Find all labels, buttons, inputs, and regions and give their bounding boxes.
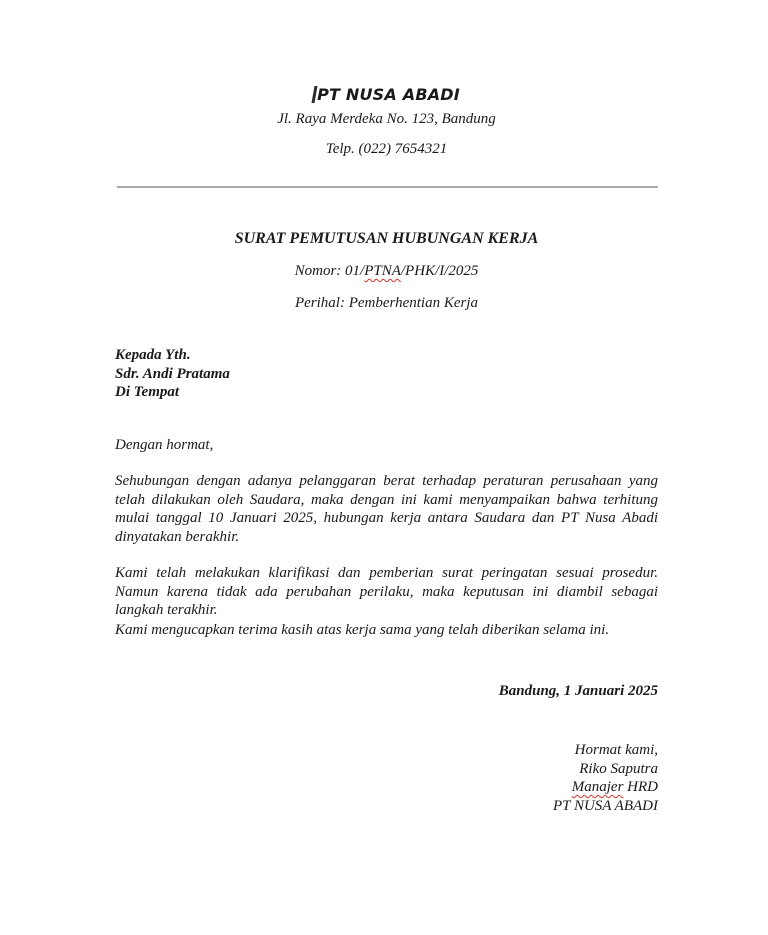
- signature-block[interactable]: [115, 741, 658, 815]
- recipient-block[interactable]: [115, 346, 658, 402]
- letter-number-line[interactable]: [115, 261, 658, 281]
- signature-name: Riko Saputra: [579, 760, 658, 777]
- signature-company: PT NUSA ABADI: [552, 797, 658, 814]
- signature-role: [115, 778, 658, 797]
- letter-number-suffix: /PHK/I/2025: [400, 263, 479, 279]
- letterhead-address[interactable]: Jl. Raya Merdeka No. 123, Bandung: [277, 111, 496, 127]
- letter-title[interactable]: SURAT PEMUTUSAN HUBUNGAN KERJA: [234, 230, 539, 247]
- body-paragraph-2[interactable]: Kami telah melakukan klarifikasi dan pemberian surat peringatan sesuai prosedur. Namun karena tidak ada perubahan perilaku, maka keputusan ini diambil sebagai langkah terakhir.: [115, 565, 658, 619]
- signature-salute: Hormat kami,: [574, 742, 658, 758]
- letter-number-spellcheck-word: PTNA: [364, 263, 401, 279]
- body-paragraph-1[interactable]: Sehubungan dengan adanya pelanggaran berat terhadap peraturan perusahaan yang telah dilakukan oleh Saudara, maka dengan ini kami menyampaikan bahwa terhitung mulai tanggal 10 Januari 2025, hubungan kerja antara Saudara dan PT Nusa Abadi dinyatakan berakhir.: [115, 473, 658, 546]
- recipient-name: Sdr. Andi Pratama: [115, 365, 230, 382]
- signature-role-spellcheck-word: Manajer: [571, 779, 624, 795]
- date-line[interactable]: Bandung, 1 Januari 2025: [498, 683, 658, 699]
- letterhead-phone[interactable]: Telp. (022) 7654321: [325, 141, 448, 157]
- salutation[interactable]: Dengan hormat,: [115, 437, 214, 453]
- letterhead-company[interactable]: [115, 84, 658, 106]
- recipient-address: Di Tempat: [115, 384, 180, 400]
- signature-role-rest: HRD: [623, 779, 658, 795]
- body-paragraph-3[interactable]: Kami mengucapkan terima kasih atas kerja sama yang telah diberikan selama ini.: [115, 622, 610, 638]
- company-name-text: PT NUSA ABADI: [317, 85, 460, 104]
- letter-number-prefix: Nomor: 01/: [294, 263, 365, 279]
- recipient-salute: Kepada Yth.: [115, 347, 191, 363]
- letterhead-divider: [117, 186, 658, 188]
- letter-subject-line[interactable]: Perihal: Pemberhentian Kerja: [294, 295, 479, 311]
